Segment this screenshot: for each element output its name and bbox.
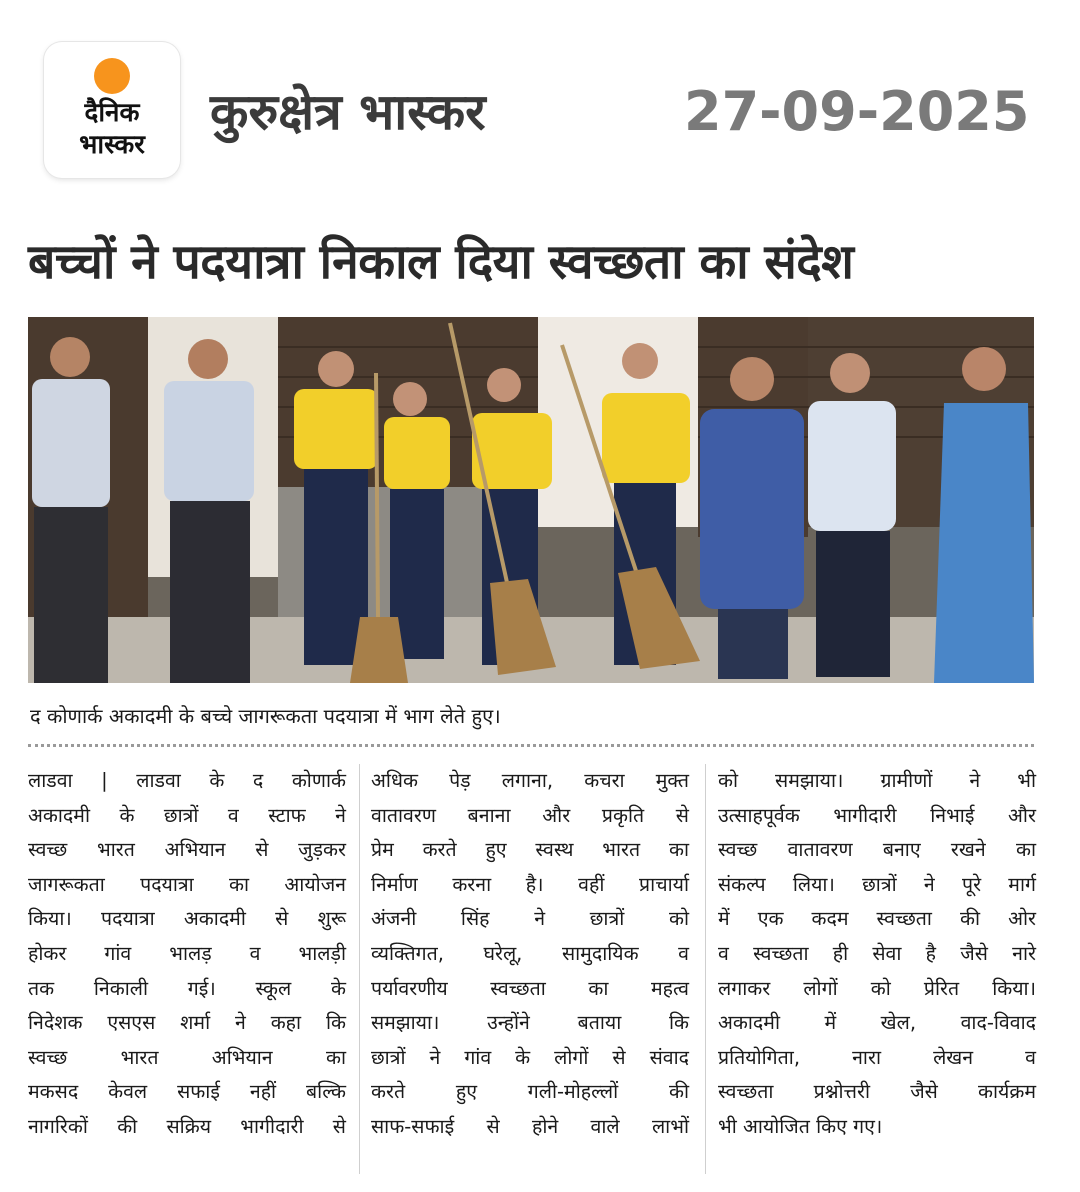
sun-icon [94,58,130,94]
article-column-3 [718,764,1036,1145]
headline: बच्चों ने पदयात्रा निकाल दिया स्वच्छता का संदेश [28,234,854,290]
text-line: अंजनी सिंह ने छात्रों को [371,907,689,931]
text-line: किया। पदयात्रा अकादमी से शुरू [28,907,346,931]
article-column-2 [371,764,689,1145]
article-column-1 [28,764,346,1145]
text-line: भी आयोजित किए गए। [718,1114,883,1138]
text-line: उत्साहपूर्वक भागीदारी निभाई और [718,803,1036,827]
text-line: संकल्प लिया। छात्रों ने पूरे मार्ग [718,872,1036,896]
text-line: स्वच्छ भारत अभियान का [28,1045,346,1069]
text-line: समझाया। उन्होंने बताया कि [371,1011,689,1035]
text-line: निदेशक एसएस शर्मा ने कहा कि [28,1011,346,1035]
text-line: छात्रों ने गांव के लोगों से संवाद [371,1045,689,1069]
person-teacher-2 [164,339,254,683]
column-rule [359,764,360,1174]
text-line: साफ-सफाई से होने वाले लाभों [371,1114,689,1138]
text-line: प्रेम करते हुए स्वस्थ भारत का [371,838,689,862]
text-line: पर्यावरणीय स्वच्छता का महत्व [371,976,689,1000]
logo-text-line2: भास्कर [79,130,145,160]
logo-text-line1: दैनिक [84,98,140,128]
column-rule [705,764,706,1174]
person-staff-2 [808,353,896,677]
text-line: स्वच्छ वातावरण बनाए रखने का [718,838,1036,862]
newspaper-logo [44,42,180,178]
article-body [28,764,1038,1174]
text-line: व स्वच्छता ही सेवा है जैसे नारे [718,941,1036,965]
text-line: मकसद केवल सफाई नहीं बल्कि [28,1080,346,1104]
person-teacher-1 [32,337,110,683]
text-line: अधिक पेड़ लगाना, कचरा मुक्त [371,769,689,792]
photo-caption: द कोणार्क अकादमी के बच्चे जागरूकता पदयात्रा में भाग लेते हुए। [30,704,501,728]
text-line: व्यक्तिगत, घरेलू, सामुदायिक व [371,941,689,965]
text-line: तक निकाली गई। स्कूल के [28,976,346,1000]
divider [28,744,1034,747]
text-line: लगाकर लोगों को प्रेरित किया। [718,976,1036,1000]
text-line: जागरूकता पदयात्रा का आयोजन [28,872,346,896]
text-line: को समझाया। ग्रामीणों ने भी [718,769,1036,792]
text-line: वातावरण बनाना और प्रकृति से [371,803,689,827]
text-line: अकादमी के छात्रों व स्टाफ ने [28,803,346,827]
publication-date: 27-09-2025 [684,80,1030,143]
text-line: करते हुए गली-मोहल्लों की [371,1080,689,1104]
group-photo-illustration [28,317,1034,683]
text-line: स्वच्छता प्रश्नोत्तरी जैसे कार्यक्रम [718,1080,1036,1104]
text-line: निर्माण करना है। वहीं प्राचार्या [371,872,689,896]
text-line: स्वच्छ भारत अभियान से जुड़कर [28,838,346,862]
text-line: नागरिकों की सक्रिय भागीदारी से [28,1114,346,1138]
news-photo [28,317,1034,683]
text-line: अकादमी में खेल, वाद-विवाद [718,1011,1036,1035]
edition-title: कुरुक्षेत्र भास्कर [210,83,486,141]
text-line: में एक कदम स्वच्छता की ओर [718,907,1036,931]
text-line: होकर गांव भालड़ व भालड़ी [28,941,346,965]
text-line: लाडवा | लाडवा के द कोणार्क [28,769,346,792]
text-line: प्रतियोगिता, नारा लेखन व [718,1045,1036,1069]
